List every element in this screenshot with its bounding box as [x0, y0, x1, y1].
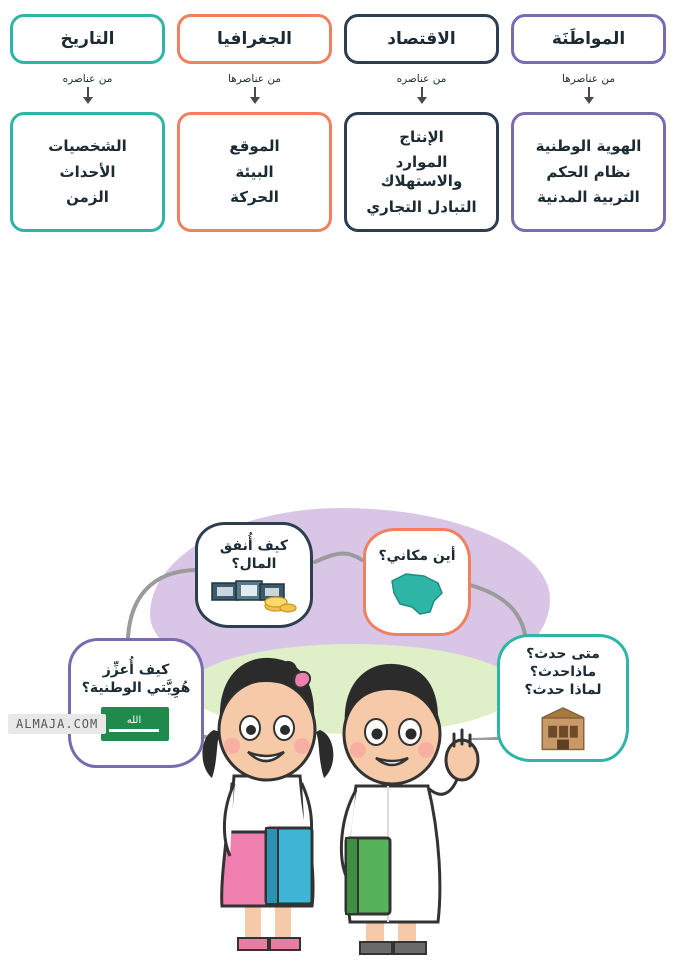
head-box-history: التاريخ [10, 14, 165, 64]
body-line: الإنتاج [399, 127, 444, 146]
bubble-economy-question [195, 522, 313, 628]
column-history [10, 14, 165, 232]
head-box-economy: الاقتصاد [344, 14, 499, 64]
body-line: التبادل التجاري [366, 197, 477, 216]
head-box-geography: الجغرافيا [177, 14, 332, 64]
body-line: الهوية الوطنية [535, 136, 642, 155]
saudi-flag-icon [99, 703, 173, 745]
money-and-coins-icon [210, 579, 298, 613]
body-box-geography [177, 112, 332, 232]
arrow-down-icon [83, 87, 93, 104]
arrow-down-icon [584, 87, 594, 104]
watermark: ALMAJA.COM [8, 714, 106, 734]
illustration-scene [0, 240, 676, 740]
body-line: الزمن [66, 188, 109, 207]
bubble-text-line: ماذاحدث؟ [529, 664, 597, 681]
connector-citizenship [511, 64, 666, 112]
column-citizenship [511, 14, 666, 232]
waving-hand-icon [446, 730, 478, 780]
body-box-history [10, 112, 165, 232]
body-line: نظام الحكم [546, 162, 631, 181]
bubble-text-line: كيف أُعزِّز [102, 661, 170, 678]
connector-label-history: من عناصره [62, 72, 113, 85]
students-illustration [170, 570, 510, 970]
head-box-citizenship: المواطَنَة [511, 14, 666, 64]
bubble-text-line: متى حدث؟ [526, 646, 600, 662]
body-box-economy [344, 112, 499, 232]
body-line: الشخصيات [48, 136, 127, 155]
boy-book-icon [346, 838, 390, 914]
column-economy [344, 14, 499, 232]
body-line: الموارد والاستهلاك [380, 153, 463, 190]
girl-student-icon [202, 658, 333, 950]
svg-text:الله: الله [126, 715, 142, 727]
connector-history [10, 64, 165, 112]
saudi-arabia-map-icon [386, 571, 448, 617]
body-line: الأحداث [59, 162, 116, 181]
arrow-down-icon [250, 87, 260, 104]
connector-label-geography: من عناصرها [227, 72, 282, 85]
bubble-history-question [497, 634, 629, 762]
body-line: الحركة [230, 188, 279, 207]
column-geography [177, 14, 332, 232]
body-line: الموقع [229, 136, 280, 155]
girl-book-icon [266, 828, 312, 904]
body-line: التربية المدنية [537, 188, 640, 207]
bubble-text: كيف أُنفق المال؟ [219, 537, 289, 572]
bubble-text: أين مكاني؟ [378, 547, 456, 564]
historic-building-icon [537, 706, 589, 751]
body-line: البيئة [235, 162, 274, 181]
bubble-text-line: هُوِيَّتي الوطنية؟ [81, 680, 191, 696]
bubble-text-line: لماذا حدث؟ [524, 682, 602, 699]
connector-label-economy: من عناصره [396, 72, 447, 85]
boy-student-icon [341, 664, 478, 954]
connector-economy [344, 64, 499, 112]
arrow-down-icon [417, 87, 427, 104]
bubble-citizenship-question [68, 638, 204, 768]
body-box-citizenship [511, 112, 666, 232]
elements-columns [0, 0, 676, 232]
connector-geography [177, 64, 332, 112]
connector-label-citizenship: من عناصرها [561, 72, 616, 85]
bubble-geography-question [363, 528, 471, 636]
